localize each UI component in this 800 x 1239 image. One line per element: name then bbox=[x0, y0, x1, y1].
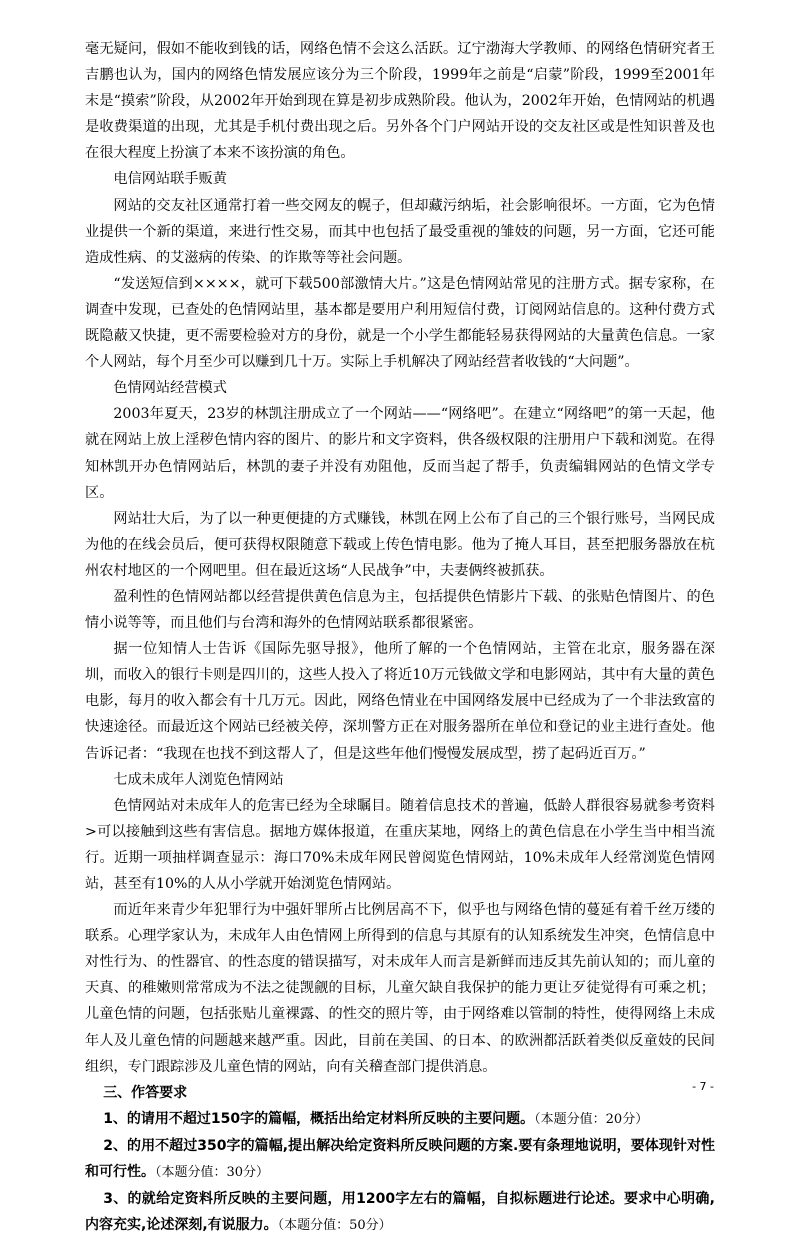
requirement-score: （本题分值：50分） bbox=[277, 1218, 392, 1234]
paragraph: 毫无疑问，假如不能收到钱的话，网络色情不会这么活跃。辽宁渤海大学教师、的网络色情研究者王吉鹏也认为，国内的网络色情发展应该分为三个阶段，1999年之前是“启蒙”阶段，1999至2001年末是“摸索”阶段，从2002年开始到现在算是初步成熟阶段。他认为，2002年开始，色情网站的机遇是收费渠道的出现，尤其是手机付费出现之后。另外各个门户网站开设的交友社区或是性知识普及也在很大程度上扮演了本来不该扮演的角色。 bbox=[85, 41, 715, 162]
paragraph: “发送短信到××××，就可下载500部激情大片。”这是色情网站常见的注册方式。据专家称，在调查中发现，已查处的色情网站里，基本都是要用户利用短信付费，订阅网站信息的。这种付费方式既隐蔽又快捷，更不需要检验对方的身份，就是一个小学生都能轻易获得网站的大量黄色信息。一家个人网站，每个月至少可以赚到几十万。实际上手机解决了网站经营者收钱的“大问题”。 bbox=[85, 275, 715, 371]
requirement-text: 3、的就给定资料所反映的主要问题，用1200字左右的篇幅，自拟标题进行论述。要求中心明确,内容充实,论述深刻,有说服力。 bbox=[85, 1191, 715, 1234]
requirement-item bbox=[85, 1186, 715, 1239]
paragraph: 网站的交友社区通常打着一些交网友的幌子，但却藏污纳垢，社会影响很坏。一方面，它为色情业提供一个新的渠道，来进行性交易，而其中也包括了最受重视的雏妓的问题，另一方面，它还可能造成性病、的艾滋病的传染、的诈欺等等社会问题。 bbox=[85, 197, 715, 266]
requirement-score: （本题分值：30分） bbox=[155, 1165, 270, 1181]
requirement-item bbox=[85, 1106, 715, 1133]
subheading-minors: 七成未成年人浏览色情网站 bbox=[113, 771, 284, 788]
requirement-item bbox=[85, 1133, 715, 1186]
paragraph: 据一位知情人士告诉《国际先驱导报》，他所了解的一个色情网站，主管在北京，服务器在深圳，而收入的银行卡则是四川的，这些人投入了将近10万元钱做文学和电影网站，其中有大量的黄色电影，每月的收入都会有十几万元。因此，网络色情业在中国网络发展中已经成为了一个非法致富的快速途径。而最近这个网站已经被关停，深圳警方正在对服务器所在单位和登记的业主进行查处。他告诉记者：“我现在也找不到这帮人了，但是这些年他们慢慢发展成型，捞了起码近百万。” bbox=[85, 641, 715, 762]
paragraph: 2003年夏天，23岁的林凯注册成立了一个网站——“网络吧”。在建立“网络吧”的第一天起，他就在网站上放上淫秽色情内容的图片、的影片和文字资料，供各级权限的注册用户下载和浏览。在得知林凯开办色情网站后，林凯的妻子并没有劝阻他，反而当起了帮手，负责编辑网站的色情文学专区。 bbox=[85, 406, 715, 501]
page-number: - 7 - bbox=[692, 1080, 714, 1093]
section-title: 三、作答要求 bbox=[103, 1084, 188, 1101]
requirement-text: 1、的请用不超过150字的篇幅，概括出给定材料所反映的主要问题。 bbox=[103, 1110, 535, 1127]
document-body bbox=[85, 36, 715, 1239]
paragraph: 而近年来青少年犯罪行为中强奸罪所占比例居高不下，似乎也与网络色情的蔓延有着千丝万缕的联系。心理学家认为，未成年人由色情网上所得到的信息与其原有的认知系统发生冲突，色情信息中对性行为、的性器官、的性态度的错误描写，对未成年人而言是新鲜而违反其先前认知的；而儿童的天真、的稚嫩则常常成为不法之徒觊觎的目标，儿童欠缺自我保护的能力更让歹徒觉得有可乘之机；儿童色情的问题，包括张贴儿童裸露、的性交的照片等，由于网络难以管制的特性，使得网络上未成年人及儿童色情的问题越来越严重。因此，目前在美国、的日本、的欧洲都活跃着类似反童妓的民间组织，专门跟踪涉及儿童色情的网站，向有关稽查部门提供消息。 bbox=[85, 902, 715, 1075]
requirement-text: 2、的用不超过350字的篇幅,提出解决给定资料所反映问题的方案.要有条理地说明，要体现针对性和可行性。 bbox=[85, 1137, 715, 1181]
paragraph: 色情网站对未成年人的危害已经为全球瞩目。随着信息技术的普遍，低龄人群很容易就参考资料>可以接触到这些有害信息。据地方媒体报道，在重庆某地，网络上的黄色信息在小学生当中相当流行。近期一项抽样调查显示：海口70%未成年网民曾阅览色情网站，10%未成年人经常浏览色情网站，甚至有10%的人从小学就开始浏览色情网站。 bbox=[85, 797, 715, 892]
requirement-score: （本题分值：20分） bbox=[534, 1111, 649, 1127]
paragraph: 网站壮大后，为了以一种更便捷的方式赚钱，林凯在网上公布了自己的三个银行账号，当网民成为他的在线会员后，便可获得权限随意下载或上传色情电影。他为了掩人耳目，甚至把服务器放在杭州农村地区的一个网吧里。但在最近这场“人民战争”中，夫妻俩终被抓获。 bbox=[85, 510, 715, 579]
subheading-business-model: 色情网站经营模式 bbox=[113, 380, 227, 397]
subheading-telecom: 电信网站联手贩黄 bbox=[113, 171, 227, 188]
paragraph: 盈利性的色情网站都以经营提供黄色信息为主，包括提供色情影片下载、的张贴色情图片、的色情小说等等，而且他们与台湾和海外的色情网站联系都很紧密。 bbox=[85, 588, 715, 632]
